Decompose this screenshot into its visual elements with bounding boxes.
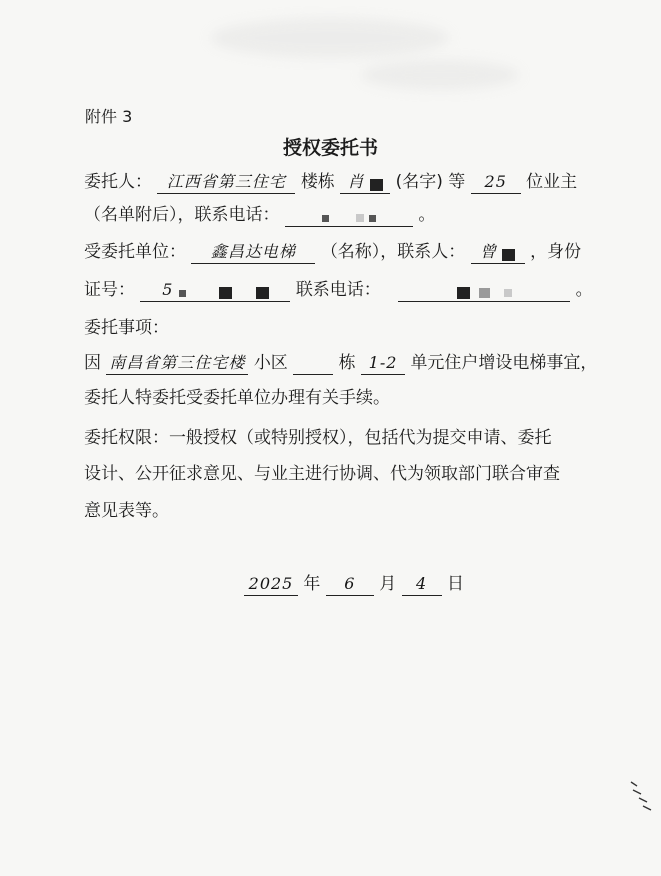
id-number-field [140,281,290,302]
phone-line [84,203,435,227]
month-label: 月 [379,574,397,594]
handwritten-month: 6 [344,574,356,593]
handwritten-year: 2025 [248,574,294,593]
handwritten-community: 南昌省第三住宅楼 [109,353,246,372]
day-field [402,575,442,596]
agent-phone-label: 联系电话： [295,280,381,300]
community-field [106,354,248,375]
contact-person-field [471,243,525,264]
handwritten-day: 4 [416,574,428,593]
principal-phone-field [285,206,413,227]
redaction-mask [356,214,364,222]
handwritten-owner-count: 25 [484,172,507,191]
date-line [244,572,464,596]
redaction-mask [457,287,470,299]
principal-name-field [340,173,390,194]
owners-label: 位业主 [526,172,578,192]
unit-field [361,354,405,375]
redaction-mask [256,287,269,299]
principal-line [84,170,577,194]
contact-label: （名称），联系人： [320,242,466,262]
handwritten-contact: 曾 [480,242,498,261]
id-no-label: 证号： [84,280,135,300]
community-label: 小区 [253,353,288,373]
building-label: 栋 [338,353,356,373]
redaction-mask [479,288,490,298]
id-label: ，身份 [530,242,582,262]
matter-rest: 单元住户增设电梯事宜， [410,353,598,373]
redaction-mask [502,249,515,261]
authority-line-2: 设计、公开征求意见、与业主进行协调、代为领取部门联合审查 [84,464,560,484]
id-line [84,278,593,302]
redaction-mask [504,289,512,297]
because-label: 因 [84,353,101,373]
authority-line-3: 意见表等。 [84,501,169,521]
agent-phone-field [398,281,570,302]
matter-conclusion: 委托人特委托受委托单位办理有关手续。 [84,388,390,408]
etc-label: 等 [448,172,466,192]
redaction-mask [219,287,232,299]
matter-heading: 委托事项： [84,318,169,338]
year-field [244,575,298,596]
redaction-mask [370,179,383,191]
agent-line [84,240,581,264]
authority-line-1: 委托权限：一般授权（或特别授权），包括代为提交申请、委托 [84,428,552,448]
redaction-mask [369,215,376,222]
estate-field [157,173,295,194]
scan-smudge [360,60,520,90]
corner-scribble-mark [627,776,657,816]
matter-line [84,351,597,375]
principal-label: 委托人： [84,172,152,192]
day-label: 日 [447,574,465,594]
line-end: 。 [575,280,593,300]
line-end: 。 [418,205,436,225]
list-phone-label: （名单附后），联系电话： [84,205,280,225]
name-hint-label: (名字) [395,172,443,192]
handwritten-company: 鑫昌达电梯 [210,242,296,261]
handwritten-principal-name: 肖 [347,172,365,191]
building-number-field [293,354,333,375]
agent-label: 受委托单位： [84,242,186,262]
redaction-mask [322,215,329,222]
annex-label: 附件 3 [85,107,133,126]
handwritten-estate: 江西省第三住宅 [166,172,286,191]
agent-company-field [191,243,315,264]
redaction-mask [179,290,186,297]
scan-smudge [210,18,450,58]
building-label: 楼栋 [300,172,335,192]
month-field [326,575,374,596]
owner-count-field [471,173,521,194]
handwritten-unit: 1-2 [368,353,398,372]
year-label: 年 [303,574,321,594]
document-title: 授权委托书 [282,137,378,159]
handwritten-id-prefix: 5 [162,280,174,299]
